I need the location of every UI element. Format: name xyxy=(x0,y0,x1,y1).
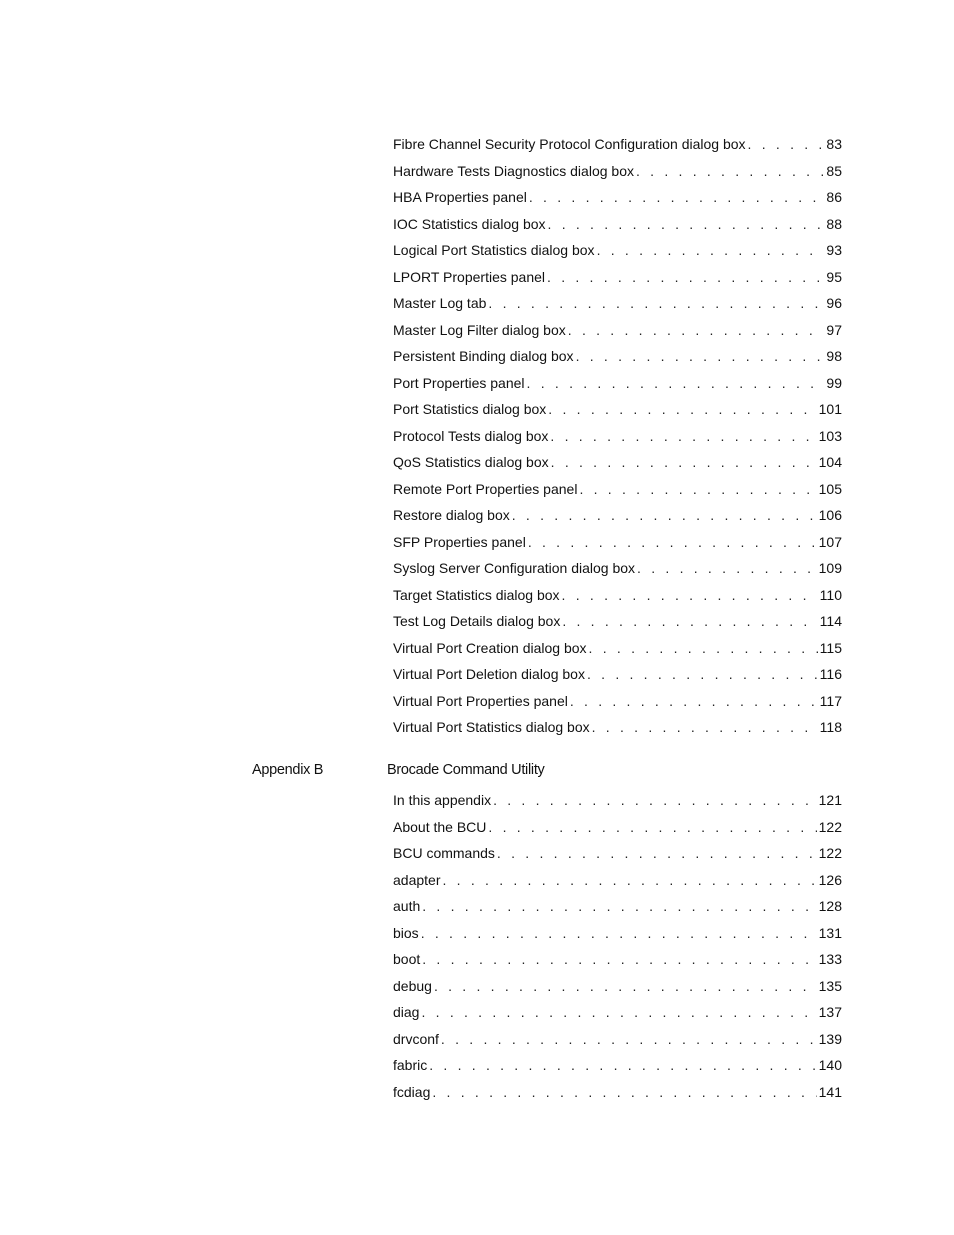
dot-leader xyxy=(421,1002,816,1022)
toc-entry-label: Test Log Details dialog box xyxy=(393,613,561,629)
dot-leader xyxy=(432,1082,816,1102)
toc-entry-page-number: 116 xyxy=(819,666,842,682)
dot-leader xyxy=(597,240,825,260)
dot-leader xyxy=(637,558,817,578)
toc-entry-page-number: 104 xyxy=(818,454,842,470)
toc-entry-page-number: 133 xyxy=(818,951,842,967)
toc-entry[interactable] xyxy=(393,611,842,631)
toc-entry-page-number: 126 xyxy=(818,871,842,888)
dot-leader xyxy=(488,817,816,837)
toc-entry[interactable] xyxy=(393,161,842,181)
toc-entry[interactable] xyxy=(393,346,842,366)
toc-entry[interactable] xyxy=(393,373,842,393)
toc-entry-label: adapter xyxy=(393,871,441,888)
toc-entry-page-number: 128 xyxy=(818,898,842,914)
toc-entry-label: Protocol Tests dialog box xyxy=(393,427,549,444)
toc-entry-label: Hardware Tests Diagnostics dialog box xyxy=(393,162,634,179)
toc-entry-label: Remote Port Properties panel xyxy=(393,480,578,497)
toc-entry-label: Virtual Port Deletion dialog box xyxy=(393,666,585,682)
toc-entry[interactable] xyxy=(393,240,842,260)
toc-entry-page-number: 109 xyxy=(818,560,842,576)
toc-entry-page-number: 99 xyxy=(826,374,842,391)
dot-leader xyxy=(422,949,816,969)
toc-entry[interactable] xyxy=(393,187,842,207)
toc-entry-page-number: 98 xyxy=(826,348,842,364)
dot-leader xyxy=(429,1055,816,1075)
toc-entry[interactable] xyxy=(393,691,842,711)
dot-leader xyxy=(587,664,818,684)
toc-entry-page-number: 135 xyxy=(818,977,842,994)
toc-entry-page-number: 96 xyxy=(826,295,842,311)
toc-entry[interactable] xyxy=(393,399,842,419)
toc-entry-label: Persistent Binding dialog box xyxy=(393,348,574,364)
toc-entry-label: Port Statistics dialog box xyxy=(393,401,547,417)
dot-leader xyxy=(527,373,825,393)
toc-entry-label: boot xyxy=(393,951,421,967)
toc-entry-page-number: 131 xyxy=(818,924,842,941)
toc-entry-page-number: 117 xyxy=(819,692,842,709)
toc-entry-label: bios xyxy=(393,924,419,941)
toc-entry[interactable] xyxy=(393,426,842,446)
toc-entry-page-number: 107 xyxy=(818,533,842,550)
toc-entry[interactable] xyxy=(393,479,842,499)
toc-entry-page-number: 110 xyxy=(819,586,842,603)
dot-leader xyxy=(562,611,817,631)
toc-entry[interactable] xyxy=(393,505,842,525)
dot-leader xyxy=(589,638,818,658)
toc-entry-page-number: 137 xyxy=(818,1004,842,1020)
toc-entry-label: debug xyxy=(393,977,432,994)
toc-entry[interactable] xyxy=(393,817,842,837)
toc-entry[interactable] xyxy=(393,717,842,737)
toc-entry-page-number: 139 xyxy=(818,1030,842,1047)
dot-leader xyxy=(441,1029,817,1049)
toc-entry[interactable] xyxy=(393,1029,842,1049)
dot-leader xyxy=(592,717,818,737)
toc-entry-page-number: 95 xyxy=(826,268,842,285)
dot-leader xyxy=(434,976,817,996)
toc-entry-label: fabric xyxy=(393,1057,428,1073)
toc-entry-label: Restore dialog box xyxy=(393,507,510,523)
toc-entry-page-number: 97 xyxy=(826,321,842,338)
toc-entry[interactable] xyxy=(393,790,842,810)
toc-entry-label: Syslog Server Configuration dialog box xyxy=(393,560,636,576)
dot-leader xyxy=(748,134,825,154)
toc-entry-page-number: 106 xyxy=(818,507,842,523)
toc-entry[interactable] xyxy=(393,896,842,916)
toc-entry-label: Fibre Channel Security Protocol Configuration dialog box xyxy=(393,136,746,152)
toc-entry-label: Virtual Port Properties panel xyxy=(393,692,568,709)
toc-entry[interactable] xyxy=(393,664,842,684)
toc-entry[interactable] xyxy=(393,870,842,890)
dot-leader xyxy=(570,691,818,711)
dot-leader xyxy=(550,426,816,446)
toc-entry[interactable] xyxy=(393,293,842,313)
toc-entry-label: QoS Statistics dialog box xyxy=(393,454,549,470)
dot-leader xyxy=(576,346,825,366)
toc-entry[interactable] xyxy=(393,949,842,969)
toc-entry-page-number: 93 xyxy=(826,242,842,258)
toc-entry[interactable] xyxy=(393,532,842,552)
toc-entry-page-number: 101 xyxy=(818,401,842,417)
toc-entry-page-number: 118 xyxy=(819,719,842,735)
toc-entry-page-number: 122 xyxy=(818,845,842,861)
dot-leader xyxy=(528,532,817,552)
toc-entry[interactable] xyxy=(393,452,842,472)
appendix-title: Brocade Command Utility xyxy=(387,762,545,778)
dot-leader xyxy=(548,399,816,419)
dot-leader xyxy=(562,585,818,605)
appendix-label: Appendix B xyxy=(252,762,324,778)
toc-entry-label: SFP Properties panel xyxy=(393,533,526,550)
dot-leader xyxy=(488,293,824,313)
toc-entry[interactable] xyxy=(393,320,842,340)
toc-entry-label: Target Statistics dialog box xyxy=(393,586,560,603)
toc-entry-page-number: 140 xyxy=(818,1057,842,1073)
toc-entry-label: Logical Port Statistics dialog box xyxy=(393,242,595,258)
toc-entry-label: auth xyxy=(393,898,421,914)
toc-entry[interactable] xyxy=(393,558,842,578)
toc-entry[interactable] xyxy=(393,1082,842,1102)
toc-entry-label: Virtual Port Statistics dialog box xyxy=(393,719,590,735)
toc-entry[interactable] xyxy=(393,134,842,154)
toc-entry-label: drvconf xyxy=(393,1030,439,1047)
toc-entry[interactable] xyxy=(393,1002,842,1022)
toc-entry-page-number: 86 xyxy=(826,189,842,205)
toc-entry[interactable] xyxy=(393,638,842,658)
toc-entry-label: Port Properties panel xyxy=(393,374,525,391)
toc-entry-page-number: 103 xyxy=(818,427,842,444)
toc-entry-label: BCU commands xyxy=(393,845,495,861)
dot-leader xyxy=(421,923,817,943)
toc-entry[interactable] xyxy=(393,267,842,287)
toc-entry-label: Virtual Port Creation dialog box xyxy=(393,639,587,656)
dot-leader xyxy=(442,870,816,890)
toc-entry-label: HBA Properties panel xyxy=(393,189,527,205)
toc-entry-label: LPORT Properties panel xyxy=(393,268,546,285)
toc-entry-label: In this appendix xyxy=(393,792,492,808)
toc-entry-page-number: 141 xyxy=(818,1083,842,1100)
dot-leader xyxy=(497,843,817,863)
toc-entry[interactable] xyxy=(393,976,842,996)
dot-leader xyxy=(493,790,817,810)
toc-entry-page-number: 115 xyxy=(819,639,842,656)
toc-entry[interactable] xyxy=(393,843,842,863)
toc-entry-page-number: 83 xyxy=(826,136,842,152)
dot-leader xyxy=(568,320,825,340)
dot-leader xyxy=(547,267,824,287)
dot-leader xyxy=(422,896,816,916)
toc-entry-page-number: 122 xyxy=(818,818,842,835)
toc-entry[interactable] xyxy=(393,585,842,605)
toc-entry-page-number: 114 xyxy=(819,613,842,629)
toc-entry-page-number: 121 xyxy=(818,792,842,808)
dot-leader xyxy=(529,187,825,207)
toc-entry-label: Master Log tab xyxy=(393,295,487,311)
toc-entry[interactable] xyxy=(393,1055,842,1075)
toc-entry-label: IOC Statistics dialog box xyxy=(393,215,546,232)
dot-leader xyxy=(512,505,817,525)
toc-entry[interactable] xyxy=(393,214,842,234)
toc-entry-label: Master Log Filter dialog box xyxy=(393,321,566,338)
dot-leader xyxy=(636,161,824,181)
toc-entry-label: diag xyxy=(393,1004,420,1020)
dot-leader xyxy=(579,479,816,499)
toc-entry-page-number: 105 xyxy=(818,480,842,497)
toc-entry-page-number: 88 xyxy=(826,215,842,232)
toc-entry-label: About the BCU xyxy=(393,818,487,835)
toc-entry-page-number: 85 xyxy=(826,162,842,179)
toc-entry[interactable] xyxy=(393,923,842,943)
toc-entry-label: fcdiag xyxy=(393,1083,431,1100)
dot-leader xyxy=(548,214,825,234)
dot-leader xyxy=(551,452,817,472)
